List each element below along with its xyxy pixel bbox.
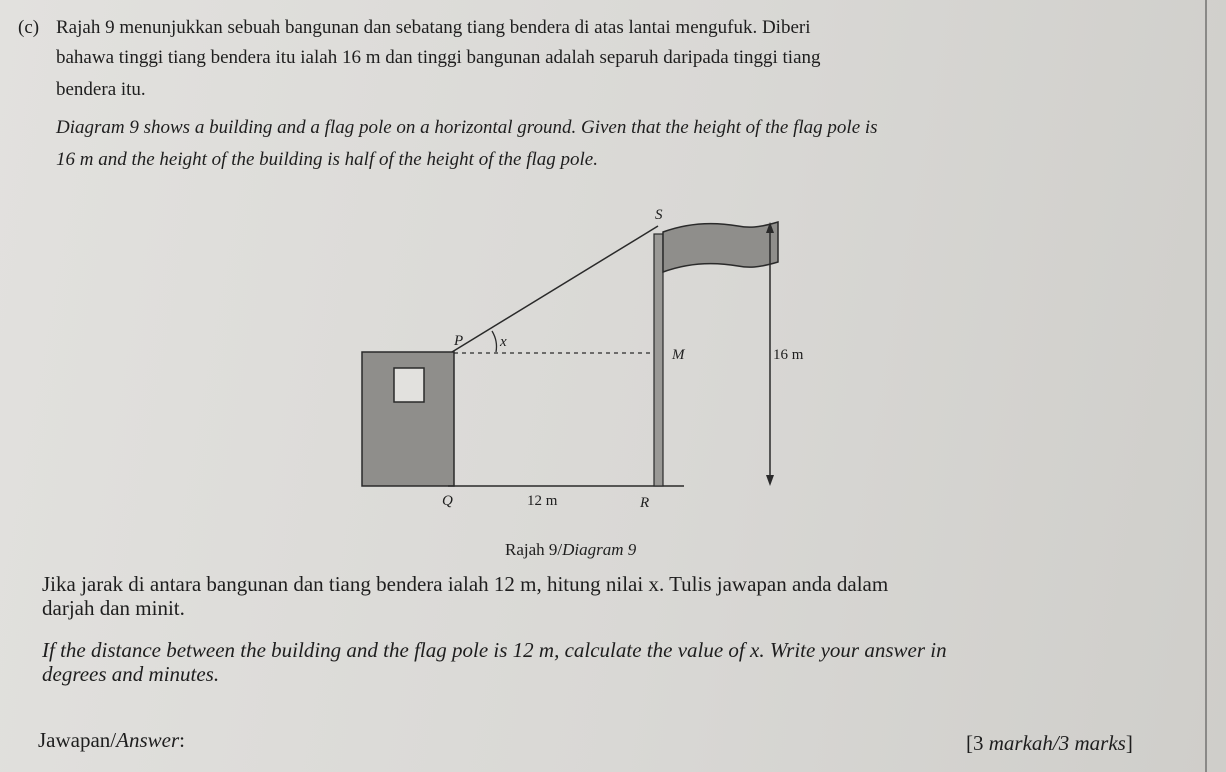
task-malay-line-1: Jika jarak di antara bangunan dan tiang bendera ialah 12 m, hitung nilai x. Tulis jawapan anda dalam bbox=[42, 572, 889, 596]
label-r: R bbox=[640, 495, 650, 511]
marks-malay: markah bbox=[988, 731, 1053, 755]
task-english-line-1: If the distance between the building and the flag pole is 12 m, calculate the value of x. Write your answer in bbox=[42, 638, 947, 662]
task-malay-line-2: darjah dan minit. bbox=[42, 596, 185, 620]
question-malay-line-2: bahawa tinggi tiang bendera itu ialah 16 m dan tinggi bangunan adalah separuh daripada tinggi tiang bbox=[56, 47, 821, 68]
caption-english: Diagram 9 bbox=[562, 540, 637, 559]
label-m: M bbox=[672, 347, 685, 363]
marks-english: marks bbox=[1074, 731, 1126, 755]
question-label: (c) bbox=[18, 17, 40, 38]
marks-open: [3 bbox=[966, 731, 989, 755]
label-distance: 12 m bbox=[527, 493, 558, 509]
flag bbox=[663, 222, 778, 272]
answer-colon: : bbox=[179, 728, 185, 752]
diagram-caption bbox=[505, 541, 636, 558]
marks-sep: /3 bbox=[1052, 731, 1075, 755]
label-q: Q bbox=[442, 493, 453, 509]
label-x: x bbox=[500, 334, 507, 350]
height-arrow-down bbox=[766, 475, 774, 486]
angle-arc bbox=[492, 331, 497, 352]
building-window bbox=[394, 368, 424, 402]
marks-close: ] bbox=[1125, 731, 1133, 755]
label-p: P bbox=[454, 333, 464, 349]
flag-pole bbox=[654, 234, 663, 486]
answer-label bbox=[38, 730, 185, 751]
question-english-line-1: Diagram 9 shows a building and a flag pole on a horizontal ground. Given that the height of the flag pole is bbox=[56, 117, 878, 138]
task-english-line-2: degrees and minutes. bbox=[42, 662, 220, 686]
question-english-line-2: 16 m and the height of the building is half of the height of the flag pole. bbox=[56, 149, 598, 170]
question-malay-line-1: Rajah 9 menunjukkan sebuah bangunan dan sebatang tiang bendera di atas lantai mengufuk. Diberi bbox=[56, 17, 811, 38]
line-ps bbox=[452, 226, 658, 352]
answer-label-malay: Jawapan/ bbox=[38, 728, 117, 752]
caption-malay: Rajah 9/ bbox=[505, 540, 563, 559]
label-s: S bbox=[655, 207, 663, 223]
label-height: 16 m bbox=[773, 347, 804, 363]
marks-label bbox=[966, 733, 1133, 754]
answer-label-english: Answer bbox=[116, 728, 180, 752]
question-malay-line-3: bendera itu. bbox=[56, 79, 146, 100]
